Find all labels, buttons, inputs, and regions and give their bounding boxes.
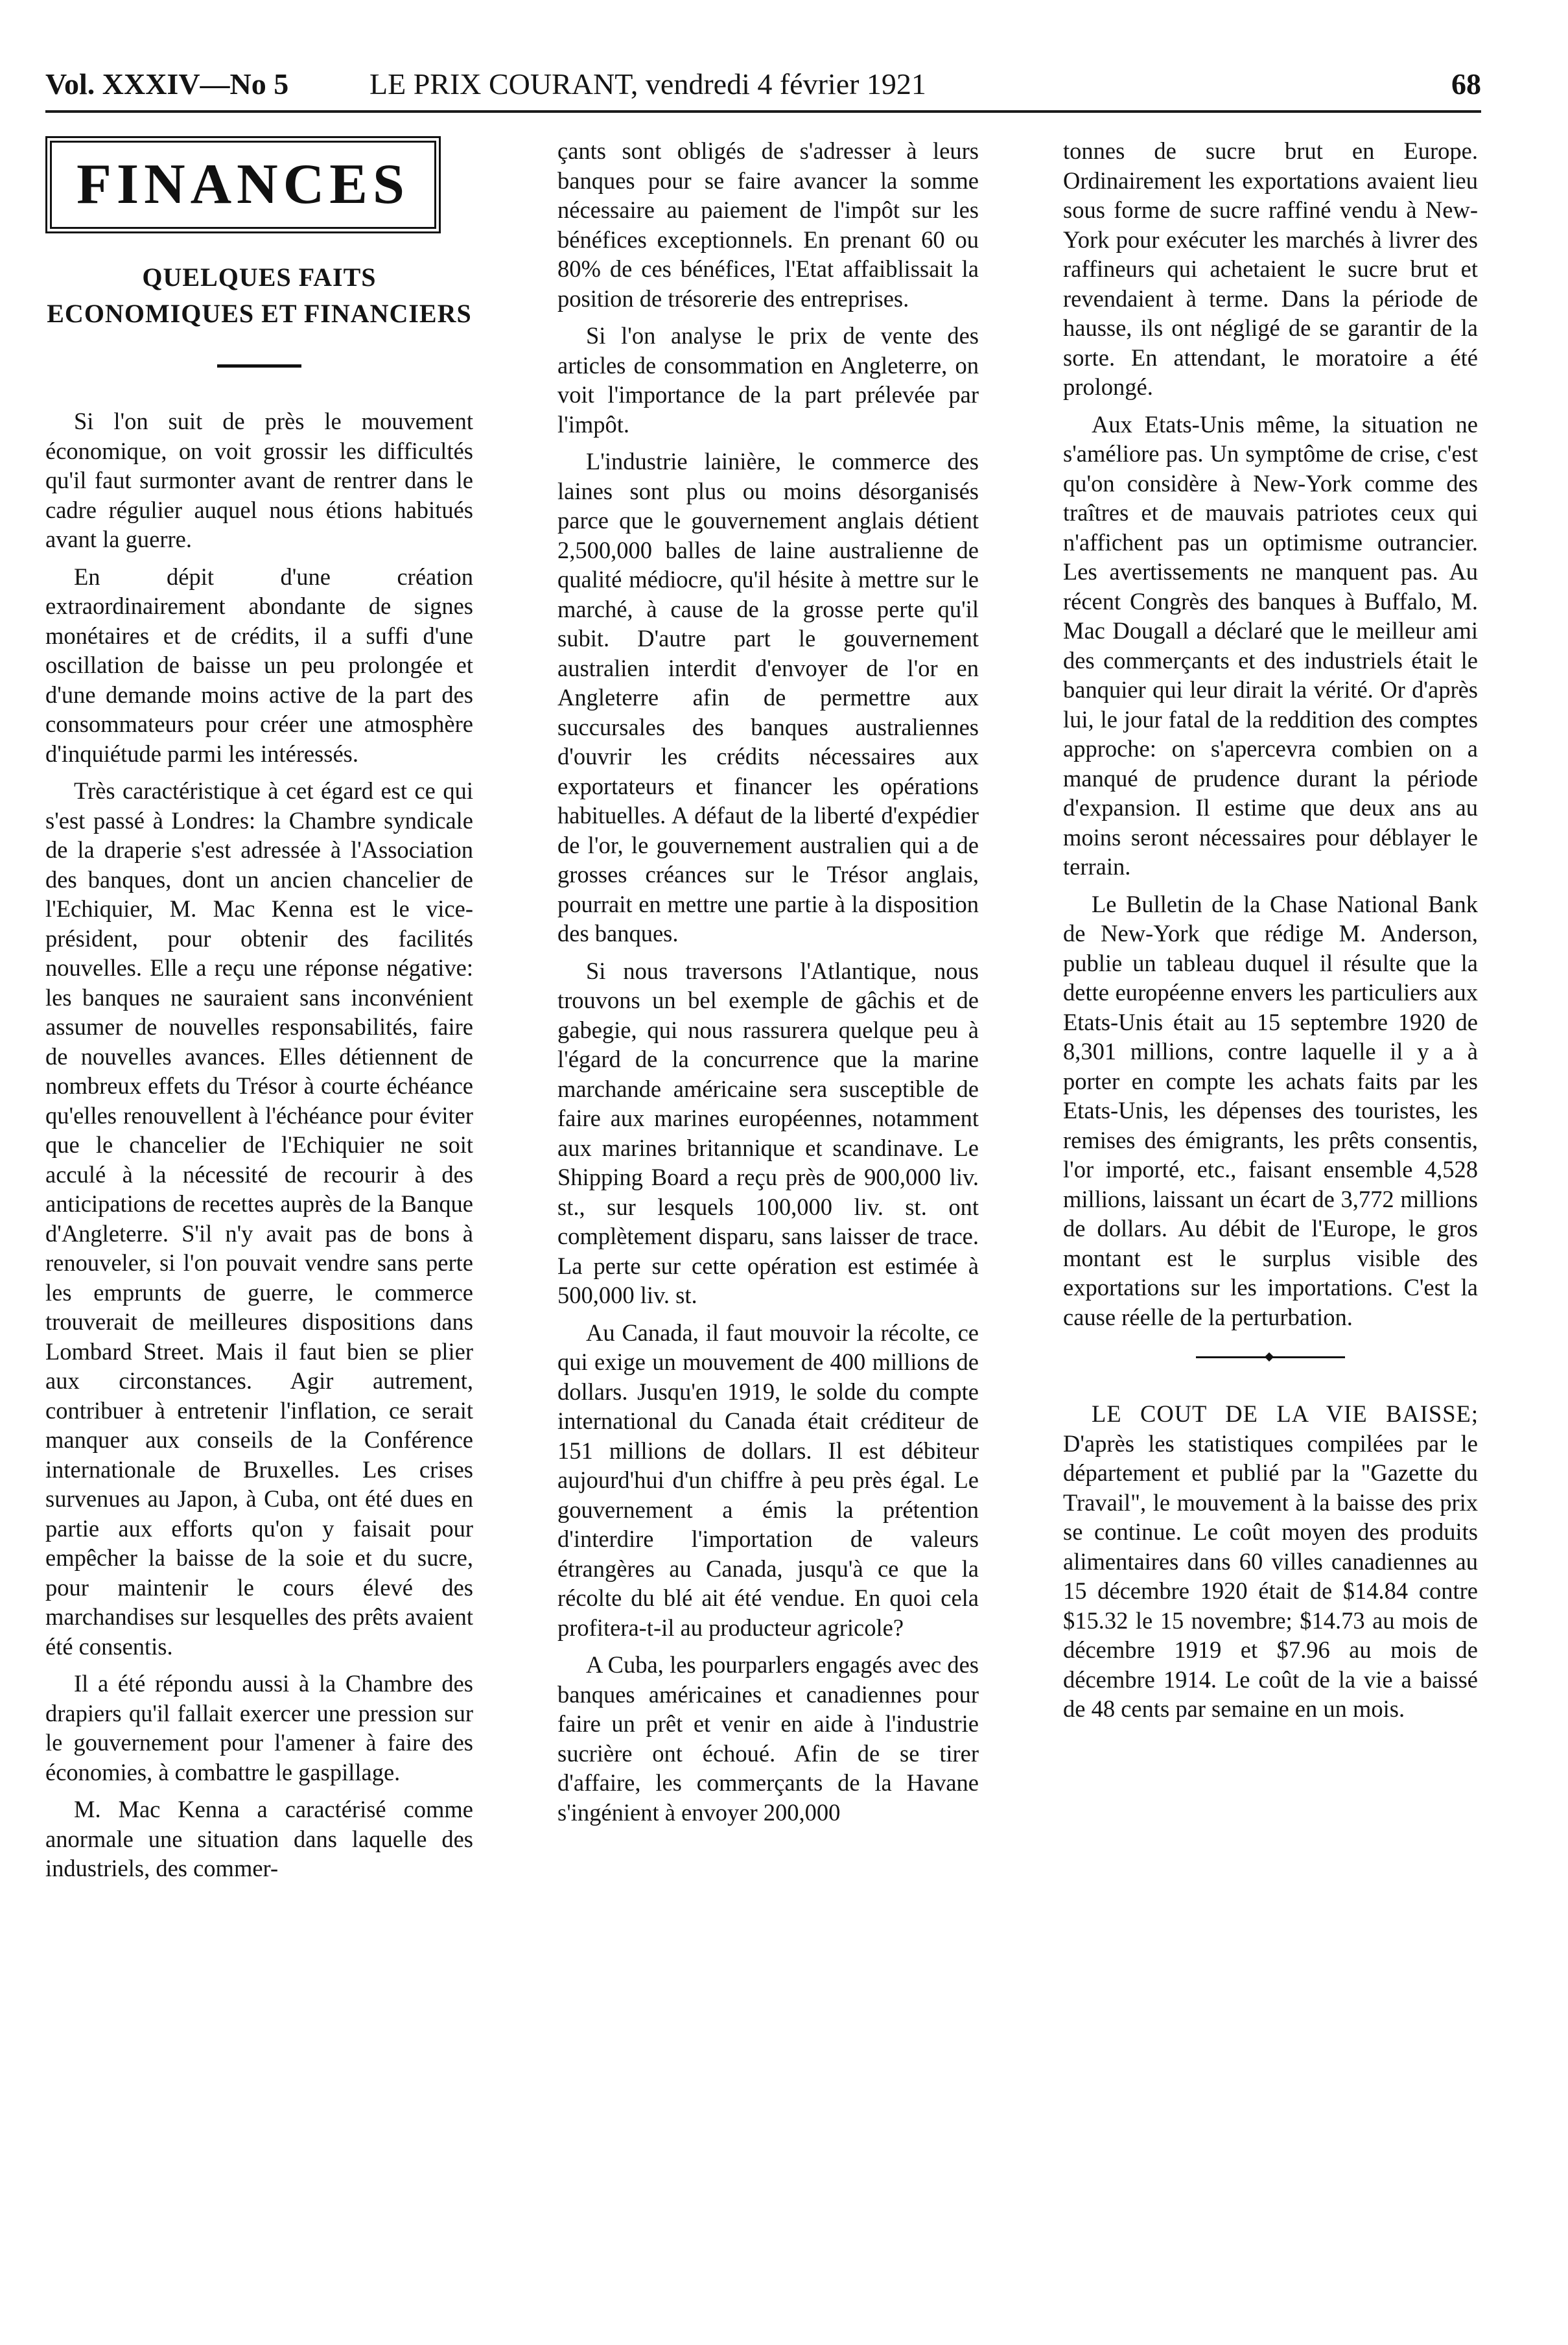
paragraph: Très caractéristique à cet égard est ce qui s'est passé à Londres: la Chambre syndicale de la draperie s'est adressée à l'Association des banques, dont un ancien chancelier de l'Echiquier, M. Mac Kenna est le vice-président, pour obtenir des facilités nouvelles. Elle a reçu une réponse négative: les banques ne sauraient sans inconvénient assumer de nouvelles responsabilités, faire de nouvelles avances. Elles détiennent de nombreux effets du Trésor à courte échéance qu'elles renouvellent à l'échéance pour éviter que le chancelier de l'Echiquier ne soit acculé à la nécessité de recourir à des anticipations de recettes auprès de la Banque d'Angleterre. S'il n'y avait pas de bons à renouveler, si l'on pouvait vendre sans perte les emprunts de guerre, le commerce trouverait de meilleures dispositions dans Lombard Street. Mais il faut bien se plier aux circonstances. Agir autrement, contribuer à entretenir l'inflation, ce serait manquer aux conseils de la Conférence internationale de Bruxelles. Les crises survenues au Japon, à Cuba, ont été dues en partie aux efforts qu'on y faisait pour empêcher la baisse de la soie et du sucre, pour maintenir le cours élevé des marchandises sur lesquelles des prêts avaient été consentis.: [45, 777, 473, 1660]
paragraph: A Cuba, les pourparlers engagés avec des banques américaines et canadiennes pour faire un prêt et venir en aide à l'industrie sucrière ont échoué. Afin de se tirer d'affaire, les commerçants de la Havane s'ingénient à envoyer 200,000: [557, 1651, 979, 1826]
paragraph: Si l'on analyse le prix de vente des articles de consommation en Angleterre, on voit l'importance de la part prélevée par l'impôt.: [557, 322, 979, 438]
paragraph: Si l'on suit de près le mouvement économique, on voit grossir les difficultés qu'il faut surmonter avant de rentrer dans le cadre régulier auquel nous étions habitués avant la guerre.: [45, 408, 473, 552]
paragraph: çants sont obligés de s'adresser à leurs banques pour se faire avancer la somme nécessaire au paiement de l'impôt sur les bénéfices exceptionnels. En prenant 60 ou 80% de ces bénéfices, l'Etat affaiblissait la position de trésorerie des entreprises.: [557, 137, 979, 312]
ornament-rule: [217, 364, 301, 368]
header-rule: [45, 110, 1481, 113]
column-2: [557, 136, 979, 1835]
page-header: [45, 62, 1481, 107]
paragraph: En dépit d'une création extraordinairement abondante de signes monétaires et de crédits, il a suffi d'une oscillation de baisse un peu prolongée et d'une demande moins active de la part des consommateurs pour créer une atmosphère d'inquiétude parmi les intéressés.: [45, 563, 473, 767]
brief-body: ; D'après les statistiques compilées par le département et publié par la "Gazette du Travail", le mouvement à la baisse des prix se continue. Le coût moyen des produits alimentaires dans 60 villes canadiennes au 15 décembre 1920 était de $14.84 contre $15.32 le 15 novembre; $14.73 au mois de décembre 1919 et $7.96 au mois de décembre 1914. Le coût de la vie a baissé de 48 cents par semaine en un mois.: [1063, 1400, 1478, 1722]
volume-number: Vol. XXXIV—No 5: [45, 67, 289, 100]
section-divider: [1196, 1354, 1345, 1360]
paragraph: Au Canada, il faut mouvoir la récolte, ce qui exige un mouvement de 400 millions de dollars. Jusqu'en 1919, le solde du compte international du Canada était créditeur de 151 millions de dollars. Il est débiteur aujourd'hui d'un chiffre à peu près égal. Le gouvernement a émis la prétention d'interdire l'importation de valeurs étrangères au Canada, jusqu'à ce que la récolte du blé ait été vendue. En quoi cela profitera-t-il au producteur agricole?: [557, 1319, 979, 1641]
article-headline: QUELQUES FAITS ECONOMIQUES ET FINANCIERS: [47, 263, 472, 328]
diamond-ornament-icon: [1265, 1352, 1274, 1361]
paragraph: L'industrie lainière, le commerce des laines sont plus ou moins désorganisés parce que le gouvernement anglais détient 2,500,000 balles de laine australienne de qualité médiocre, qu'il hésite à mettre sur le marché, à cause de la grosse perte qu'il subit. D'autre part le gouvernement australien interdit d'envoyer de l'or en Angleterre afin de permettre aux succursales des banques australiennes d'ouvrir les crédits nécessaires aux exportateurs et financer les opérations habituelles. A défaut de la liberté d'expédier de l'or, le gouvernement australien qui a de grosses créances sur le Trésor anglais, pourrait en mettre une partie à la disposition des banques.: [557, 448, 979, 947]
news-brief: [1063, 1399, 1478, 1724]
paragraph: Il a été répondu aussi à la Chambre des drapiers qu'il fallait exercer une pression sur le gouvernement pour l'amener à faire des économies, à combattre le gaspillage.: [45, 1670, 473, 1785]
section-title-box: [45, 136, 441, 233]
paragraph: Si nous traversons l'Atlantique, nous trouvons un bel exemple de gâchis et de gabegie, qui nous rassurera quelque peu à l'égard de la concurrence que la marine marchande américaine sera susceptible de faire aux marines européennes, notamment aux marines britannique et scandinave. Le Shipping Board a reçu près de 900,000 liv. st., sur lesquels 100,000 liv. st. ont complètement disparu, sans laisser de trace. La perte sur cette opération est estimée à 500,000 liv. st.: [557, 957, 979, 1308]
column-3: [1063, 136, 1478, 1732]
paragraph: Le Bulletin de la Chase National Bank de New-York que rédige M. Anderson, publie un tableau duquel il résulte que la dette européenne envers les particuliers aux Etats-Unis était au 15 septembre 1920 de 8,301 millions, contre laquelle il y a à porter en compte les achats faits par les Etats-Unis, les dépenses des touristes, les remises des émigrants, les prêts consentis, l'or importé, etc., faisant ensemble 4,528 millions, laissant un écart de 3,772 millions de dollars. Au débit de l'Europe, le gros montant est le surplus visible des exportations sur les importations. C'est la cause réelle de la perturbation.: [1063, 890, 1478, 1330]
section-title: FINANCES: [76, 153, 410, 217]
masthead: LE PRIX COURANT, vendredi 4 février 1921: [369, 67, 926, 100]
paragraph: M. Mac Kenna a caractérisé comme anormale une situation dans laquelle des industriels, des commer-: [45, 1796, 473, 1881]
paragraph: Aux Etats-Unis même, la situation ne s'améliore pas. Un symptôme de crise, c'est qu'on considère à New-York comme des traîtres et de mauvais patriotes ceux qui n'affichent pas un optimisme outrancier. Les avertissements ne manquent pas. Au récent Congrès des banques à Buffalo, M. Mac Dougall a déclaré que le meilleur ami des commerçants et des industriels était le banquier qui leur dirait la vérité. Or d'après lui, le jour fatal de la reddition des comptes approche: on s'apercevra combien on a manqué de prudence durant la période d'expansion. Il estime que deux ans au moins seront nécessaires pour déblayer le terrain.: [1063, 410, 1478, 880]
brief-headline: LE COUT DE LA VIE BAISSE: [1092, 1400, 1471, 1427]
paragraph: tonnes de sucre brut en Europe. Ordinairement les exportations avaient lieu sous forme de sucre raffiné vendu à New-York pour exécuter les marchés à livrer des raffineurs qui achetaient le sucre brut et revendaient à terme. Dans la période de hausse, ils ont négligé de se garantir de la sorte. En attendant, le moratoire a été prolongé.: [1063, 137, 1478, 400]
column-1: [45, 136, 473, 1891]
page-number: 68: [1451, 67, 1481, 100]
